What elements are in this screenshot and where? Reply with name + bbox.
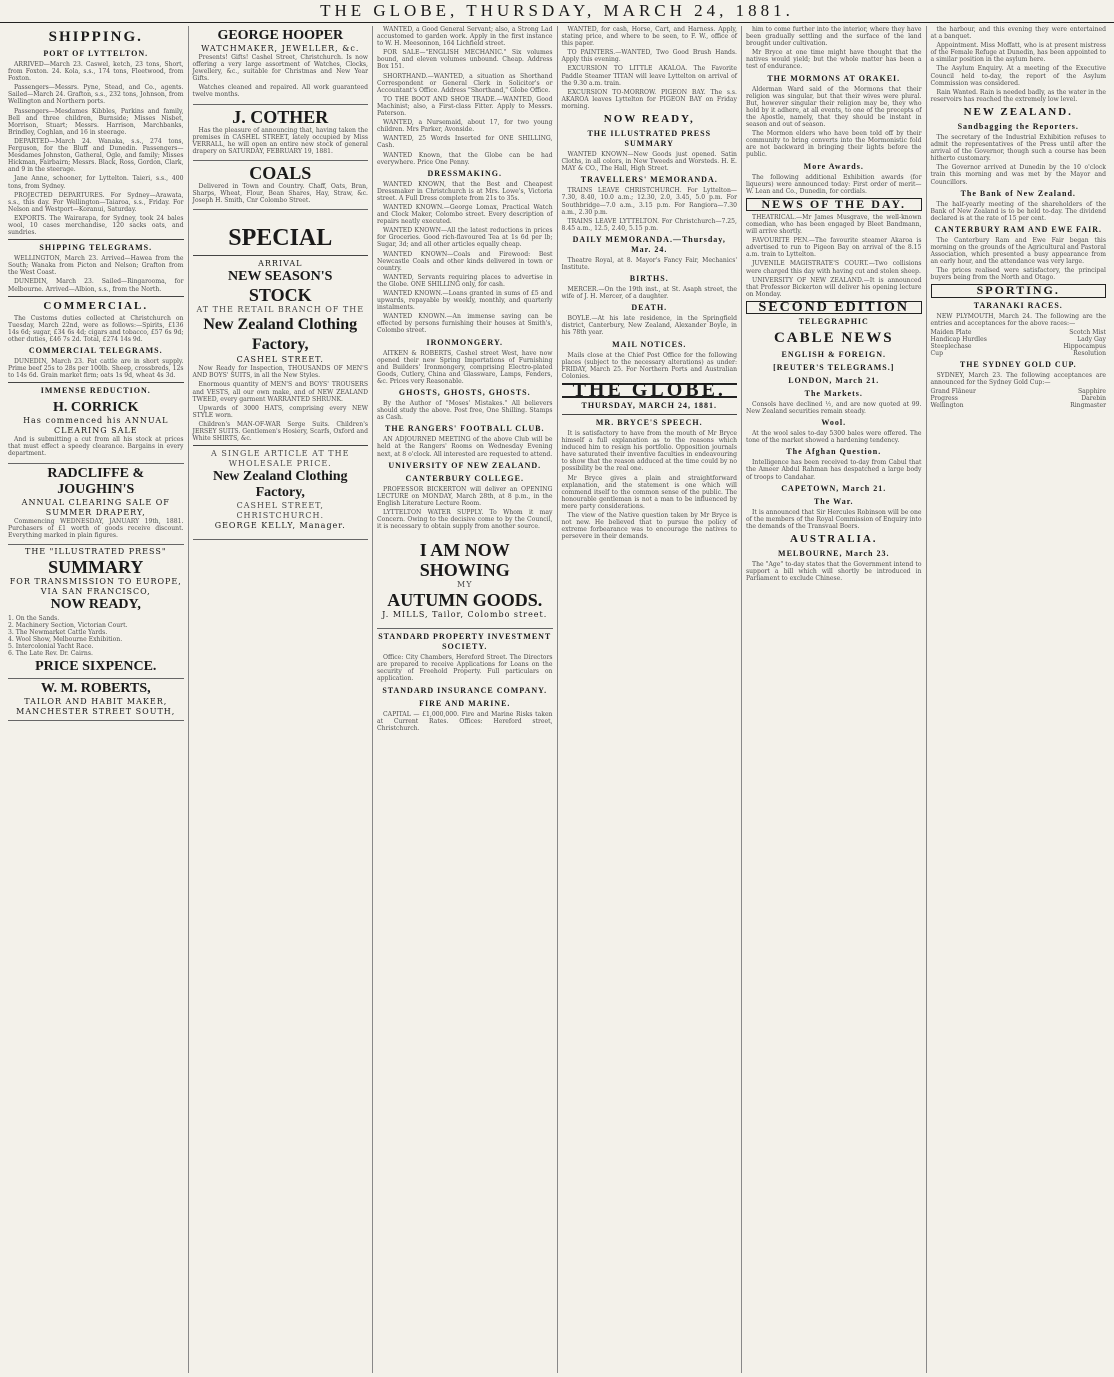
newspaper-columns	[4, 26, 1110, 1373]
radcliffe-subtitle: ANNUAL CLEARING SALE OF SUMMER DRAPERY,	[21, 497, 170, 517]
dressmaking-heading: DRESSMAKING.	[427, 168, 502, 178]
column-1: SHIPPING. PORT OF LYTTELTON. ARRIVED—March 23. Caswel, ketch, 23 tons, Short, from Foxton. 24. Kola, s.s., 174 tons, Fleetwood, from Foxton. Passengers—Messrs. Pyne, Stead, and Co., agents. Sailed—March 24. Grafton, s.s., 232 tons, Johnson, from Wellington and Northern ports. Passengers—Mesdames Kibbles, Parkins and family, Bell and three children, Burnside; Misses Nisbet, Morrison, Stuart; Messrs. Harrison, Marchbanks, Brindley, Coghlan, and 16 in steerage. DEPARTED—March 24. Wanaka, s.s., 274 tons, Ferguson, for the Bluff and Dunedin. Passengers—Mesdames Johnston, Gatheral, Ogle, and family; Misses Hickman, Fairbairn; Messrs. Black, Ross, Gordon, Clark, and 9 in the steerage. Jane Anne, schooner, for Lyttelton. Taieri, s.s., 400 tons, from Sydney. PROJECTED DEPARTURES. For Sydney—Arawata, s.s., this day. For Wellington—Taiaroa, s.s., Friday. For Nelson and Westport—Koranui, Saturday. EXPORTS. The Wairarapa, for Sydney, took 24 bales wool, 10 cases merchandise, 120 sacks oats, and sundries. SHIPPING TELEGRAMS. WELLINGTON, March 23. Arrived—Hawea from the South; Wanaka from Picton and Nelson; Grafton from the West Coast. DUNEDIN, March 23. Sailed—Ringarooma, for Melbourne. Arrived—Albion, s.s., from the North. COMMERCIAL. The Customs duties collected at Christchurch on Tuesday, March 22nd, were as follows:—Spirits, £136 14s 6d; sugar, £34 6s 4d; cigars and tobacco, £57 6s 9d; other duties, £46 7s 2d. Total, £274 14s 9d. COMMERCIAL TELEGRAMS. DUNEDIN, March 23. Fat cattle are in short supply. Prime beef 25s to 28s per 100lb. Sheep, crossbreds, 12s to 14s 6d. Grain market firm; oats 1s 9d, wheat 4s 3d. IMMENSE REDUCTION. H. CORRICK Has commenced his ANNUAL CLEARING SALE And is submitting a cut from all his stock at prices that must effect a speedy clearance. Bargains in every department. RADCLIFFE & JOUGHIN'S ANNUAL CLEARING SALE OF SUMMER DRAPERY, Commencing WEDNESDAY, JANUARY 19th, 1881. Purchasers of £1 worth of goods receive discount. Everything marked in plain figures. THE "ILLUSTRATED PRESS" SUMMARY FOR TRANSMISSION TO EUROPE, VIA SAN FRANCISCO, NOW READY, 1. On the Sands. 2. Machinery Section, Victorian Court. 3. The Newmarket Cattle Yards. 4. Wool Show, Melbourne Exhibition. 5. Intercolonial Yacht Race. 6. The Late Rev. Dr. Cairns. PRICE SIXPENCE. W. M. ROBERTS, TAILOR AND HABIT MAKER, MANCHESTER STREET SOUTH,	[4, 26, 189, 1373]
kelly-manager: GEORGE KELLY, Manager.	[214, 521, 346, 531]
australia-heading: AUSTRALIA.	[789, 532, 878, 545]
fire-marine-heading: FIRE AND MARINE.	[419, 698, 511, 708]
coals-title: COALS	[249, 162, 312, 183]
globe-date: THURSDAY, MARCH 24, 1881.	[581, 401, 718, 410]
iam-now: I AM NOW	[419, 540, 510, 561]
commercial-heading: COMMERCIAL.	[43, 299, 149, 312]
showing: SHOWING	[419, 560, 510, 581]
mills-tailor: J. MILLS, Tailor, Colombo street.	[382, 610, 548, 620]
cother-name: J. COTHER	[232, 106, 329, 127]
corrick-name: H. CORRICK	[52, 400, 139, 416]
price-title: PRICE SIXPENCE.	[35, 659, 157, 675]
corrick-subtitle: Has commenced his ANNUAL CLEARING SALE	[23, 416, 169, 436]
radcliffe-advert: RADCLIFFE & JOUGHIN'S ANNUAL CLEARING SALE OF SUMMER DRAPERY, Commencing WEDNESDAY, JANUARY 19th, 1881. Purchasers of £1 worth of goods receive discount. Everything marked in plain figures.	[8, 464, 184, 545]
column-4: WANTED, for cash, Horse, Cart, and Harness. Apply, stating price, and where to be seen, to F. W., office of this paper. TO PAINTERS.—WANTED, Two Good Brush Hands. Apply this evening. EXCURSION TO LITTLE AKALOA. The Favorite Paddle Steamer TITAN will leave Lyttelton on arrival of the 9.30 a.m. train. EXCURSION TO-MORROW. PIGEON BAY. The s.s. AKAROA leaves Lyttelton for PIGEON BAY on Friday morning. NOW READY, THE ILLUSTRATED PRESS SUMMARY WANTED KNOWN—New Goods just opened. Satin Cloths, in all colors, in New Tweeds and Worsteds. H. E. MAY & CO., The Hall, High Street. TRAVELLERS' MEMORANDA. TRAINS LEAVE CHRISTCHURCH. For Lyttelton—7.30, 8.40, 10.0 a.m.; 12.30, 2.0, 3.45, 5.0 p.m. For Southbridge—7.0 a.m., 3.15 p.m. For Rangiora—7.30 a.m., 2.30 p.m. TRAINS LEAVE LYTTELTON. For Christchurch—7.25, 8.45 a.m., 12.5, 2.40, 5.15 p.m. DAILY MEMORANDA.—Thursday, Mar. 24. Theatre Royal, at 8. Mayor's Fancy Fair, Mechanics' Institute. BIRTHS. MERCER.—On the 19th inst., at St. Asaph street, the wife of J. H. Mercer, of a daughter. DEATH. BOYLE.—At his late residence, in the Springfield district, Canterbury, New Zealand, Alexander Boyle, in his 78th year. MAIL NOTICES. Mails close at the Chief Post Office for the following places (subject to the necessary alterations) as under: FRIDAY, March 25. For Northern Ports and Australian Colonies. THE GLOBE. THURSDAY, MARCH 24, 1881. MR. BRYCE'S SPEECH. It is satisfactory to have from the mouth of Mr Bryce himself a full explanation as to the reasons which induced him to resign his portfolio. Opposition journals have saturated their inventive faculties in endeavouring to show that the reason adduced at the time could by no possibility be the real one. Mr Bryce gives a plain and straightforward explanation, and the statement is one which will commend itself to the common sense of the public. The honourable gentleman is not a man to be influenced by mere party considerations. The view of the Native question taken by Mr Bryce is not new. He believed that to pursue the policy of extreme forbearance was to encourage the natives to persevere in their demands.	[558, 26, 743, 1373]
sandbagging-heading: Sandbagging the Reporters.	[957, 121, 1079, 131]
cashel-street: CASHEL STREET.	[236, 355, 324, 365]
english-foreign-heading: ENGLISH & FOREIGN.	[781, 350, 886, 359]
melbourne-dateline: MELBOURNE, March 23.	[778, 548, 890, 558]
globe-heading: THE GLOBE.	[562, 383, 738, 398]
new-zealand-heading: NEW ZEALAND.	[963, 105, 1073, 118]
cable-news-heading: CABLE NEWS	[773, 330, 894, 346]
wool-heading: Wool.	[821, 418, 847, 428]
arrival-title: ARRIVAL	[258, 259, 303, 269]
london-dateline: LONDON, March 21.	[788, 376, 880, 385]
sporting-heading: SPORTING.	[931, 284, 1107, 297]
shipping-telegrams-heading: SHIPPING TELEGRAMS.	[39, 243, 153, 253]
illustrated-press-advert: THE "ILLUSTRATED PRESS" SUMMARY FOR TRANSMISSION TO EUROPE, VIA SAN FRANCISCO, NOW READY, 1. On the Sands. 2. Machinery Section, Victorian Court. 3. The Newmarket Cattle Yards. 4. Wool Show, Melbourne Exhibition. 5. Intercolonial Yacht Race. 6. The Late Rev. Dr. Cairns. PRICE SIXPENCE.	[8, 545, 184, 680]
death-heading: DEATH.	[631, 303, 668, 313]
shipping-heading: SHIPPING.	[48, 29, 143, 45]
taranaki-heading: TARANAKI RACES.	[973, 300, 1063, 310]
corrick-advert: H. CORRICK Has commenced his ANNUAL CLEARING SALE And is submitting a cut from all his stock at prices that must effect a speedy clearance. Bargains in every department.	[8, 398, 184, 463]
masthead	[0, 0, 1114, 23]
season-title: NEW SEASON'S	[228, 269, 333, 285]
ironmongery-heading: IRONMONGERY.	[426, 337, 504, 347]
autumn-goods-advert: I AM NOW SHOWING MY AUTUMN GOODS. J. MILLS, Tailor, Colombo street.	[377, 532, 553, 629]
column-2	[189, 26, 374, 1373]
special-title: SPECIAL	[228, 225, 333, 252]
markets-heading: The Markets.	[804, 389, 863, 398]
radcliffe-name: RADCLIFFE & JOUGHIN'S	[47, 465, 145, 497]
mail-notices-heading: MAIL NOTICES.	[612, 339, 687, 349]
nzcf-title: New Zealand Clothing Factory,	[203, 316, 358, 354]
news-of-the-day-heading: NEWS OF THE DAY.	[746, 198, 922, 211]
daily-memoranda-heading: DAILY MEMORANDA.—Thursday, Mar. 24.	[572, 234, 726, 254]
more-awards-heading: More Awards.	[803, 161, 864, 171]
mormons-heading: THE MORMONS AT ORAKEI.	[767, 73, 901, 83]
illustrated-summary-heading: THE ILLUSTRATED PRESS SUMMARY	[587, 129, 712, 149]
rangers-heading: THE RANGERS' FOOTBALL CLUB.	[385, 424, 545, 434]
canterbury-college-heading: CANTERBURY COLLEGE.	[405, 473, 524, 483]
hooper-name: GEORGE HOOPER	[217, 28, 344, 43]
commercial-telegrams-heading: COMMERCIAL TELEGRAMS.	[28, 346, 163, 355]
war-heading: The War.	[813, 496, 854, 506]
summary-subtitle: FOR TRANSMISSION TO EUROPE, VIA SAN FRANCISCO,	[9, 576, 182, 596]
hooper-advert: GEORGE HOOPER WATCHMAKER, JEWELLER, &c. Presents! Gifts! Cashel Street, Christchurch. Is now offering a very large assortment of Watches, Clocks, Jewellery, &c., suitable for Christmas and New Year Gifts. Watches cleaned and repaired. All work guaranteed twelve months.	[193, 26, 369, 105]
roberts-advert	[8, 679, 184, 721]
summary-title: SUMMARY	[48, 556, 144, 577]
travellers-heading: TRAVELLERS' MEMORANDA.	[580, 175, 718, 185]
stock-title: STOCK	[248, 285, 312, 306]
university-heading: UNIVERSITY OF NEW ZEALAND.	[388, 460, 542, 470]
births-heading: BIRTHS.	[629, 274, 669, 284]
autumn-goods: AUTUMN GOODS.	[387, 590, 543, 611]
port-heading: PORT OF LYTTELTON.	[43, 49, 149, 58]
illustrated-title: THE "ILLUSTRATED PRESS"	[24, 546, 167, 556]
coals-advert: COALS Delivered in Town and Country. Chaff, Oats, Bran, Sharps, Wheat, Flour, Bean Shares, Hay, Straw, &c. Joseph H. Smith, Cnr Colombo Street.	[193, 161, 369, 210]
bryce-speech-heading: MR. BRYCE'S SPEECH.	[595, 418, 703, 427]
nzcf2-title: New Zealand Clothing Factory,	[212, 469, 348, 501]
now-ready-heading: NOW READY,	[603, 113, 695, 126]
reuter-heading: [REUTER'S TELEGRAMS.]	[773, 363, 895, 372]
hooper-subtitle: WATCHMAKER, JEWELLER, &c.	[201, 44, 360, 53]
ghosts-heading: GHOSTS, GHOSTS, GHOSTS.	[398, 388, 531, 398]
roberts-subtitle: TAILOR AND HABIT MAKER, MANCHESTER STREET SOUTH,	[16, 697, 176, 717]
immense-reduction-heading: IMMENSE REDUCTION.	[40, 386, 151, 396]
canterbury-fair-heading: CANTERBURY RAM AND EWE FAIR.	[934, 224, 1102, 234]
column-6: the harbour, and this evening they were entertained at a banquet. Appointment. Miss Moffatt, who is at present mistress of the Female Refuge at Dunedin, has been appointed to a similar position in the asylum here. The Asylum Enquiry. At a meeting of the Executive Council held to-day, the report of the Asylum Commission was considered. Rain Wanted. Rain is needed badly, as the water in the reservoirs has reached the extremely low level. NEW ZEALAND. Sandbagging the Reporters. The secretary of the Industrial Exhibition refuses to admit the representatives of the Press until after the arrival of the Governor, though such a course has been hitherto customary. The Governor arrived at Dunedin by the 10 o'clock train this morning and was met by the Mayor and Councillors. The Bank of New Zealand. The half-yearly meeting of the shareholders of the Bank of New Zealand is to be held to-day. The dividend declared is at the rate of 15 per cent. CANTERBURY RAM AND EWE FAIR. The Canterbury Ram and Ewe Fair began this morning on the grounds of the Agricultural and Pastoral Association, which presented a busy appearance from an early hour, and the attendance was very large. The prices realised were satisfactory, the principal buyers being from the North and Otago. SPORTING. TARANAKI RACES. NEW PLYMOUTH, March 24. The following are the entries and acceptances for the above races:— Maiden Plate Scotch Mist Handicap Hurdles Lady Gay Steeplechase Hippocampus Cup Resolution THE SYDNEY GOLD CUP. SYDNEY, March 23. The following acceptances are announced for the Sydney Gold Cup:— Grand Flâneur Sapphire Progress Darebin Wellington Ringmaster	[930, 26, 1106, 410]
afghan-heading: The Afghan Question.	[786, 447, 882, 457]
standard-property-heading: STANDARD PROPERTY INVESTMENT SOCIETY.	[378, 632, 552, 652]
bank-heading: The Bank of New Zealand.	[960, 188, 1076, 198]
capetown-dateline: CAPETOWN, March 21.	[781, 483, 887, 493]
telegraphic-heading: TELEGRAPHIC	[798, 317, 869, 326]
cother-advert: J. COTHER Has the pleasure of announcing that, having taken the premises in CASHEL STREET, lately occupied by Miss VERRALL, he will open an entire new stock of general drapery on SATURDAY, FEBRUARY 19, 1881.	[193, 105, 369, 161]
special-advert: SPECIAL ARRIVAL NEW SEASON'S STOCK AT THE RETAIL BRANCH OF THE New Zealand Clothing Factory, CASHEL STREET. Now Ready for Inspection, THOUSANDS OF MEN'S AND BOYS' SUITS, in all the New Styles. Enormous quantity of MEN'S and BOYS' TROUSERS and VESTS, all our own make, and of NEW ZEALAND TWEED, every garment WARRANTED SHRUNK. Upwards of 3000 HATS, comprising every NEW STYLE worn. Children's MAN-OF-WAR Serge Suits. Children's JERSEY SUITS. Gentlemen's Hosiery, Scarfs, Oxford and White SHIRTS, &c. A SINGLE ARTICLE AT THE WHOLESALE PRICE. New Zealand Clothing Factory, CASHEL STREET, CHRISTCHURCH. GEORGE KELLY, Manager.	[193, 210, 369, 540]
column-3: WANTED, a Good General Servant; also, a Strong Lad accustomed to garden work. Apply in the first instance to W. H. Meesonnon, 164 Lichfield street. FOR SALE—"ENGLISH MECHANIC." Six volumes bound, and eleven volumes unbound. Cheap. Address Box 151. SHORTHAND.—WANTED, a situation as Shorthand Correspondent or General Clerk in Solicitor's or Accountant's Office. Address "Shorthand," Globe Office. TO THE BOOT AND SHOE TRADE.—WANTED, Good Machinist; also, a First-class Fitter. Apply to Messrs. Paterson. WANTED, a Nursemaid, about 17, for two young children. Mrs Parker, Avonside. WANTED, 25 Words Inserted for ONE SHILLING, Cash. WANTED Known, that the Globe can be had everywhere. Price One Penny. DRESSMAKING. WANTED KNOWN, that the Best and Cheapest Dressmaker in Christchurch is at Mrs. Lowe's, Victoria street. A Full Dress complete from 21s to 35s. WANTED KNOWN.—George Lomax, Practical Watch and Clock Maker, Colombo street. Every description of repairs neatly executed. WANTED KNOWN—All the latest reductions in prices for Groceries. Good rich-flavoured Tea at 1s 6d per lb; Sugar, 3d; and all other articles equally cheap. WANTED KNOWN—Coals and Firewood: Best Newcastle Coals and other kinds delivered in town or country. WANTED, Servants requiring places to advertise in the Globe. ONE SHILLING only, for cash. WANTED KNOWN.—Loans granted in sums of £5 and upwards, repayable by weekly, monthly, and quarterly instalments. WANTED KNOWN.—An immense saving can be effected by persons furnishing their houses at Smith's, Colombo street. IRONMONGERY. AITKEN & ROBERTS, Cashel street West, have now opened their new Spring Importations of Furnishing and Builders' Ironmongery, comprising Electro-plated Goods, Cutlery, China and Glassware, Lamps, Fenders, &c. Prices very Reasonable. GHOSTS, GHOSTS, GHOSTS. By the Author of "Moses' Mistakes." All believers should study the above. Post free, One Shilling. Stamps as Cash. THE RANGERS' FOOTBALL CLUB. AN ADJOURNED MEETING of the above Club will be held at the Rangers' Rooms on Wednesday Evening next, at 8 o'clock. All interested are requested to attend. UNIVERSITY OF NEW ZEALAND. CANTERBURY COLLEGE. PROFESSOR BICKERTON will deliver an OPENING LECTURE on MONDAY, March 28th, at 8 p.m., in the English Literature Lecture Room. LYTTELTON WATER SUPPLY. To Whom it may Concern. Owing to the decisive come to by the Council, it is necessary to obtain supply from another source. I AM NOW SHOWING MY AUTUMN GOODS. J. MILLS, Tailor, Colombo street. STANDARD PROPERTY INVESTMENT SOCIETY. Office: City Chambers, Hereford Street. The Directors are prepared to receive Applications for Loans on the security of Freehold Property. Full particulars on application. STANDARD INSURANCE COMPANY. FIRE AND MARINE. CAPITAL — £1,000,000. Fire and Marine Risks taken at Current Rates. Offices: Hereford street, Christchurch.	[373, 26, 558, 1373]
roberts-name: W. M. ROBERTS,	[40, 681, 151, 697]
second-edition-heading: SECOND EDITION	[746, 301, 922, 314]
masthead-title: THE GLOBE, THURSDAY, MARCH 24, 1881.	[320, 1, 794, 20]
column-5: him to come further into the interior, where they have been gradually settling and the surface of the land brought under cultivation. Mr Bryce at one time might have thought that the natives would yield; but the whole matter has been a test of endurance. THE MORMONS AT ORAKEI. Alderman Ward said of the Mormons that their religion was singular, but that their wives were plural. But, however singular their religion may be, they who hold by it adhere, at all events, to one of the precepts of the Apostle, namely, that they should be instant in season and out of season. The Mormon elders who have been told off by their community to bring converts into the Mormonistic fold are not backward in bringing their lights before the public. More Awards. The following additional Exhibition awards (for liqueurs) were announced today: First order of merit—W. Lean and Co., Dunedin, for cordials. NEWS OF THE DAY. THEATRICAL.—Mr James Musgrave, the well-known comedian, who has been engaged by Bleet Bandmann, will arrive shortly. FAVOURITE PEN.—The favourite steamer Akaroa is advertised to run to Pigeon Bay on arrival of the 8.15 a.m. train to Lyttelton. JUVENILE MAGISTRATE'S COURT.—Two collisions were charged this day with having cut and stolen sheep. UNIVERSITY OF NEW ZEALAND.—It is announced that Professor Bickerton will deliver his opening lecture on Monday. SECOND EDITION TELEGRAPHIC CABLE NEWS ENGLISH & FOREIGN. [REUTER'S TELEGRAMS.] LONDON, March 21. The Markets. Consols have declined ½, and are now quoted at 99. New Zealand securities remain steady. Wool. At the wool sales to-day 5300 bales were offered. The tone of the market showed a hardening tendency. The Afghan Question. Intelligence has been received to-day from Cabul that the Ameer Abdul Rahman has despatched a large body of troops to Candahar. CAPETOWN, March 21. The War. It is announced that Sir Hercules Robinson will be one of the members of the Royal Commission of Enquiry into the demands of the Transvaal Boers. AUSTRALIA. MELBOURNE, March 23. The "Age" to-day states that the Government intend to support a bill which will shortly be introduced in Parliament to exclude Chinese.	[742, 26, 927, 1373]
standard-insurance-heading: STANDARD INSURANCE COMPANY.	[382, 685, 548, 695]
sydney-cup-heading: THE SYDNEY GOLD CUP.	[959, 360, 1077, 370]
now-ready-title: NOW READY,	[50, 596, 141, 612]
